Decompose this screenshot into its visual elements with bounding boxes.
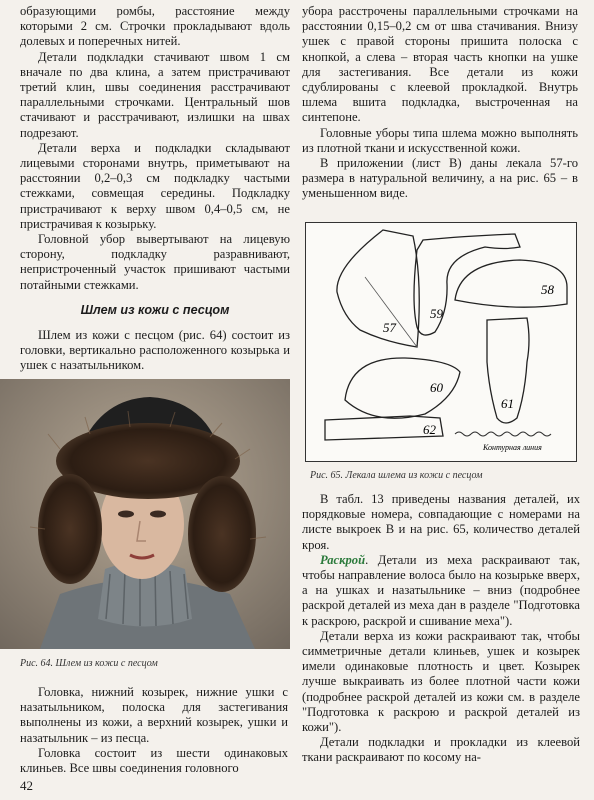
paragraph: Шлем из кожи с песцом (рис. 64) состоит из головки, вертикально расположенного козырька и ушек с назатыльником. — [20, 328, 290, 373]
figure-64-caption: Рис. 64. Шлем из кожи с песцом — [20, 658, 158, 669]
left-bottom-column — [20, 685, 288, 776]
paragraph: образующими ромбы, расстояние между которыми 2 см. Строчки прокладывают вдоль долевых и поперечных нитей. — [20, 4, 290, 49]
left-column — [20, 4, 290, 374]
pattern-label: 59 — [430, 306, 443, 321]
paragraph: Головка состоит из шести одинаковых клиньев. Все швы соединения головного — [20, 745, 288, 776]
raskroi-term: Раскрой — [320, 552, 366, 567]
legend-label: Контурная линия — [483, 443, 542, 452]
paragraph: Детали верха и подкладки складывают лицевыми сторонами внутрь, приметывают на расстоянии 0,2–0,3 см подкладку частыми стежками, совмещая середины. Подкладку пристрачивают к верху швом 0,4–0,5 см, не пристрачивая к козырьку. — [20, 140, 290, 231]
section-heading: Шлем из кожи с песцом — [80, 302, 230, 317]
right-top-column — [302, 4, 578, 202]
paragraph: В приложении (лист В) даны лекала 57-го размера в натуральной величину, а на рис. 65 – в уменьшенном виде. — [302, 156, 578, 201]
pattern-label: 58 — [541, 282, 554, 297]
paragraph: Головной убор вывертывают на лицевую сторону, подкладку разравнивают, непристроченный участок пришивают частыми потайными стежками. — [20, 232, 290, 292]
pattern-label: 62 — [423, 422, 436, 437]
paragraph: Головные уборы типа шлема можно выполнять из плотной ткани и искусственной кожи. — [302, 125, 578, 155]
pattern-label: 61 — [501, 396, 514, 411]
paragraph: убора расстрочены параллельными строчками на расстоянии 0,15–0,2 см от шва стачивания. Внизу ушек с правой стороны пришита полоска с кнопкой, а слева – вторая часть кнопки на ушке для застегивания. Все детали из кожи сдублированы с клеевой прокладкой. Внутрь шлема вшита подкладка, выстроченная на синтепоне. — [302, 4, 578, 125]
pattern-diagram — [305, 222, 577, 462]
paragraph: Детали верха из кожи раскраивают так, чтобы симметричные детали клиньев, ушек и козырек имели одинаковые плотность и цвет. Козырек лучше выкраивать из более плотной части кожи (подробнее раскрой деталей из кожи см. в разделе "Подготовка к раскрою и раскрой деталей из кожи"). — [302, 628, 580, 735]
paragraph: В табл. 13 приведены названия деталей, их порядковые номера, совпадающие с номерами на листе выкроек В и на рис. 65, количество деталей кроя. — [302, 492, 580, 552]
paragraph: Головка, нижний козырек, нижние ушки с назатыльником, полоска для застегивания выполнены из кожи, а верхний козырек, ушки и назатыльник – из песца. — [20, 685, 288, 745]
pattern-piece-57 — [337, 230, 419, 347]
pattern-label: 60 — [430, 380, 443, 395]
figure-65-caption: Рис. 65. Лекала шлема из кожи с песцом — [310, 470, 483, 481]
right-bottom-column — [302, 492, 580, 766]
photo-fur-hat — [0, 379, 290, 649]
paragraph: Детали подкладки стачивают швом 1 см вначале по два клина, а затем пристрачивают третий клин, швы соединения расстрачивают параллельными строчками. Центральный шов стачивают и расстрачивают, излишки на швах подрезают. — [20, 49, 290, 140]
paragraph: Раскрой. Детали из меха раскраивают так, чтобы направление волоса было на козырьке вверх, а на ушках и назатыльнике – вниз (подробнее раскрой деталей из меха дан в разделе "Подготовка к раскрою, раскрой и сшивание меха"). — [302, 552, 580, 628]
pattern-label: 57 — [383, 320, 396, 335]
paragraph: Детали подкладки и прокладки из клеевой ткани раскраивают по косому на- — [302, 735, 580, 765]
page-number: 42 — [20, 778, 33, 793]
